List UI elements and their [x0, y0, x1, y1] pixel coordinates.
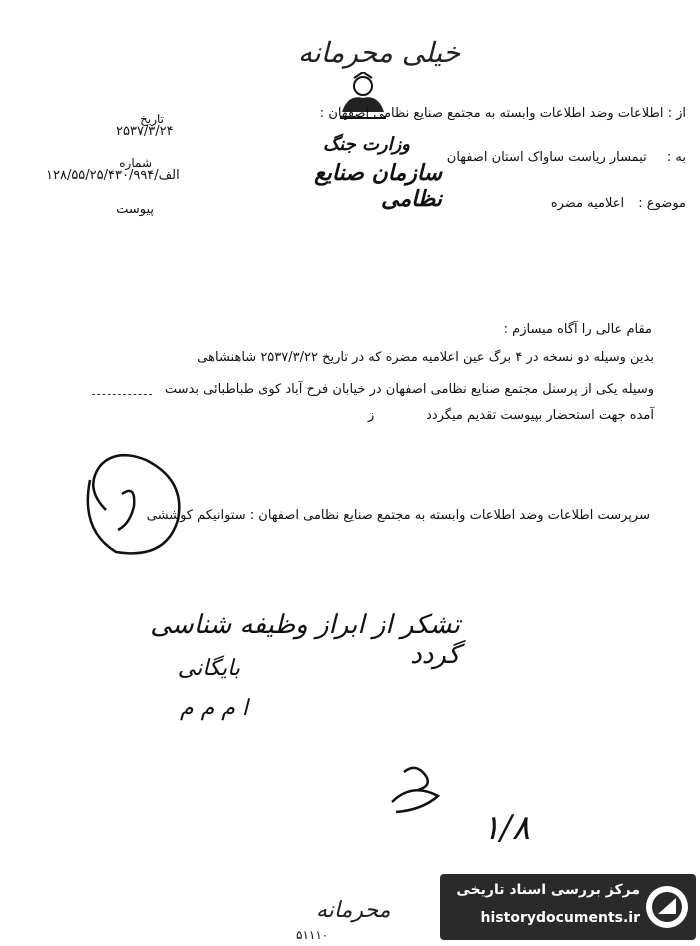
- handwritten-note-line-2: بایگانی: [177, 656, 240, 681]
- to-row: [406, 150, 686, 165]
- classification-stamp-top: خیلی محرمانه: [298, 36, 461, 69]
- body-line-1: بدین وسیله دو نسخه در ۴ برگ عین اعلامیه مضره که در تاریخ ۲۵۳۷/۳/۲۲ شاهنشاهی: [197, 350, 654, 365]
- subject-value: اعلامیه مضره: [550, 196, 625, 211]
- classification-stamp-bottom: محرمانه: [316, 898, 391, 923]
- date-value: ۲۵۳۷/۳/۲۴: [116, 124, 174, 139]
- subject-label: موضوع :: [638, 196, 686, 211]
- from-row: [236, 106, 686, 121]
- footer-code: ۵۱۱۱۰: [296, 928, 329, 942]
- salutation: مقام عالی را آگاه میسازم :: [503, 322, 652, 337]
- handwritten-note-line-3: ا م م م: [180, 696, 248, 721]
- number-label: شماره: [119, 156, 152, 170]
- date-label: تاریخ: [140, 112, 164, 126]
- signature-line: سرپرست اطلاعات وضد اطلاعات وابسته به مجتمع صنایع نظامی اصفهان : ستوانیکم کوششی: [146, 508, 650, 523]
- to-label: به :: [666, 150, 686, 165]
- body-line-2-dash: [92, 394, 152, 395]
- emblem-line-organization: سازمان صنایع نظامی: [314, 160, 442, 212]
- watermark-logo-icon: [644, 884, 690, 930]
- number-value: ۱۲۸/۵۵/۲۵/۴۳۰/الف/۹۹۴: [46, 168, 180, 183]
- watermark-title: مرکز بررسی اسناد تاریخی: [456, 882, 640, 898]
- handwritten-signature-icon: [76, 440, 186, 560]
- body-line-3: آمده جهت استحضار بپیوست تقدیم میگردد: [426, 408, 654, 423]
- body-line-3-end: ز: [368, 408, 375, 423]
- from-label: از :: [667, 106, 686, 121]
- attachment-label: پیوست: [116, 202, 154, 217]
- handwritten-note-line-1: تشکر از ابراز وظیفه شناسی گردد: [150, 610, 460, 670]
- body-line-2: وسیله یکی از پرسنل مجتمع صنایع نظامی اصفهان در خیابان فرح آباد کوی طباطبائی بدست: [164, 382, 654, 397]
- bottom-signature-icon: [382, 752, 452, 822]
- emblem-line-ministry: وزارت جنگ: [323, 134, 410, 155]
- to-value: تیمسار ریاست ساواک استان اصفهان: [446, 150, 647, 165]
- watermark-badge: [440, 874, 696, 940]
- subject-row: [486, 196, 686, 211]
- watermark-url: historydocuments.ir: [480, 910, 640, 926]
- handwritten-bottom-right: ۱/۸: [482, 808, 530, 848]
- from-value: اطلاعات وضد اطلاعات وابسته به مجتمع صنایع نظامی اصفهان :: [319, 106, 664, 121]
